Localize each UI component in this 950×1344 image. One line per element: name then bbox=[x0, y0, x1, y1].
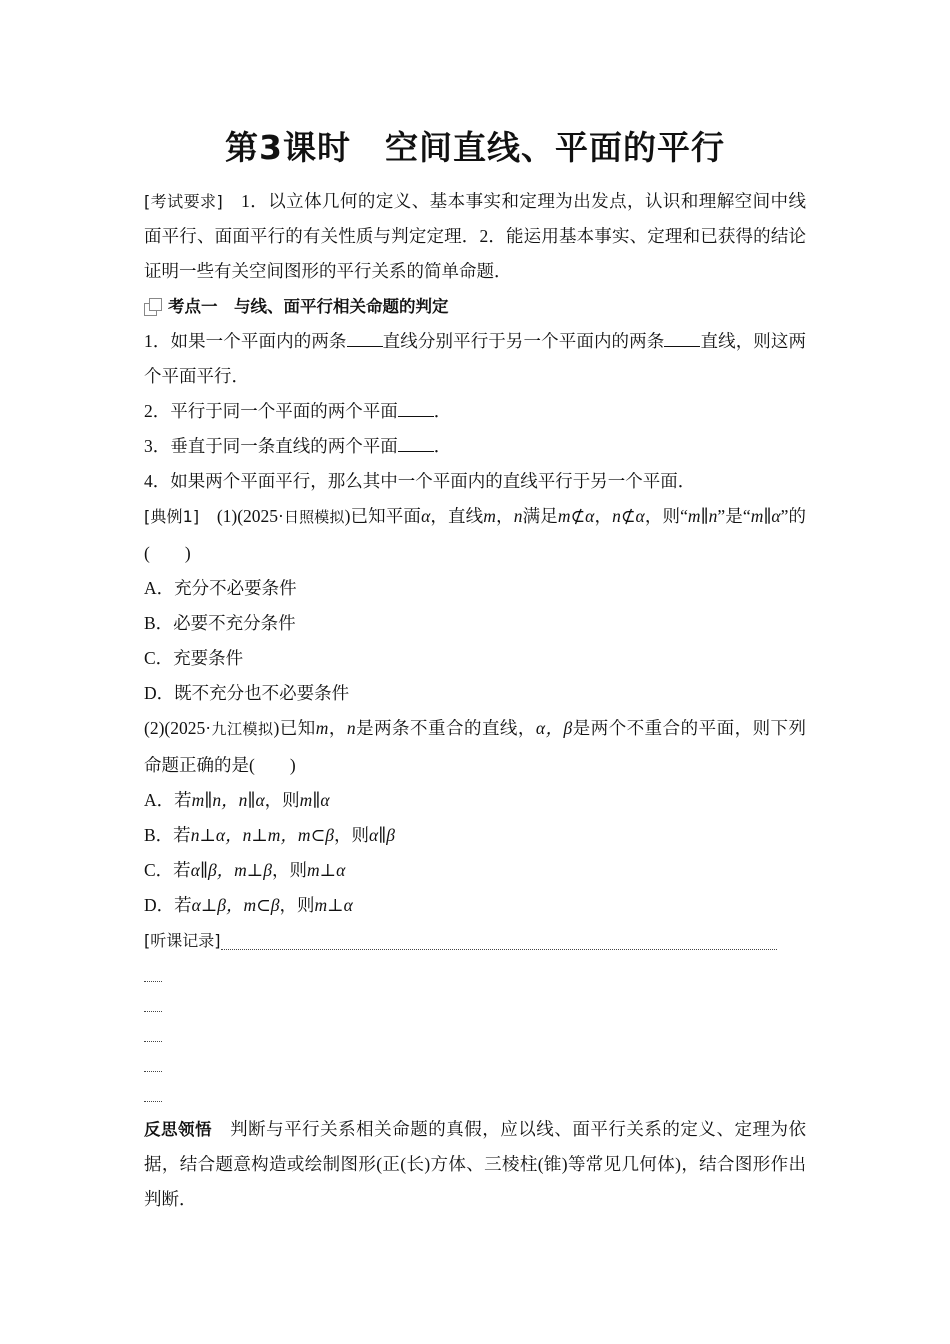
example-1-question-2: (2)(2025·九江模拟)已知m，n是两条不重合的直线，α，β是两个不重合的平面，则下列命题正确的是( ) bbox=[144, 718, 807, 775]
source-label: 九江模拟 bbox=[211, 722, 274, 738]
fill-blank bbox=[398, 400, 434, 417]
option-2b: B．若n⊥α，n⊥m，m⊂β，则α∥β bbox=[144, 825, 395, 845]
fill-blank bbox=[664, 330, 700, 347]
notes-dot-row bbox=[144, 988, 806, 1018]
notes-line bbox=[144, 923, 806, 958]
notes-dot-row bbox=[144, 1078, 806, 1108]
example-1-question-1: [典例1] (1)(2025·日照模拟)已知平面α，直线m，n满足m⊄α，n⊄α，则“m∥n”是“m∥α”的( ) bbox=[144, 506, 807, 563]
reflection-text: 判断与平行关系相关命题的真假，应以线、面平行关系的定义、定理为依据，结合题意构造或绘制图形(正(长)方体、三棱柱(锥)等常见几何体)，结合图形作出判断． bbox=[144, 1119, 807, 1209]
requirement-tag: [考试要求] bbox=[144, 192, 223, 211]
notes-dotted-line bbox=[221, 931, 777, 950]
point-3: 3．垂直于同一条直线的两个平面 ． bbox=[144, 436, 452, 456]
option-d: D．既不充分也不必要条件 bbox=[144, 683, 350, 703]
section-heading bbox=[144, 289, 806, 324]
notes-dot-row bbox=[144, 958, 806, 988]
point-4: 4．如果两个平面平行，那么其中一个平面内的直线平行于另一个平面． bbox=[144, 471, 696, 491]
fill-blank bbox=[347, 330, 383, 347]
option-2a: A．若m∥n，n∥α，则m∥α bbox=[144, 790, 330, 810]
point-2: 2．平行于同一个平面的两个平面 ． bbox=[144, 401, 452, 421]
option-2d: D．若α⊥β，m⊂β，则m⊥α bbox=[144, 895, 353, 915]
notes-dot-row bbox=[144, 1048, 806, 1078]
option-b: B．必要不充分条件 bbox=[144, 613, 296, 633]
page-title: 第3课时 空间直线、平面的平行 bbox=[225, 128, 725, 167]
fill-blank bbox=[398, 435, 434, 452]
notes-label: [听课记录] bbox=[144, 931, 221, 950]
option-a: A．充分不必要条件 bbox=[144, 578, 297, 598]
section-square-icon bbox=[144, 298, 162, 316]
example-tag: [典例1] bbox=[144, 507, 200, 526]
source-label: 日照模拟 bbox=[283, 510, 345, 526]
exam-requirements bbox=[144, 184, 806, 289]
reflection bbox=[144, 1112, 806, 1217]
point-1: 1．如果一个平面内的两条 直线分别平行于另一个平面内的两条 直线，则这两个平面平行． bbox=[144, 331, 807, 386]
reflection-label: 反思领悟 bbox=[144, 1120, 213, 1139]
notes-dot-row bbox=[144, 1018, 806, 1048]
section-label: 考点一 与线、面平行相关命题的判定 bbox=[168, 297, 449, 316]
option-c: C．充要条件 bbox=[144, 648, 244, 668]
requirement-text: 1．以立体几何的定义、基本事实和定理为出发点，认识和理解空间中线面平行、面面平行的有关性质与判定定理．2．能运用基本事实、定理和已获得的结论证明一些有关空间图形的平行关系的简单命题． bbox=[144, 191, 806, 281]
option-2c: C．若α∥β，m⊥β，则m⊥α bbox=[144, 860, 346, 880]
page-content bbox=[144, 124, 806, 1217]
